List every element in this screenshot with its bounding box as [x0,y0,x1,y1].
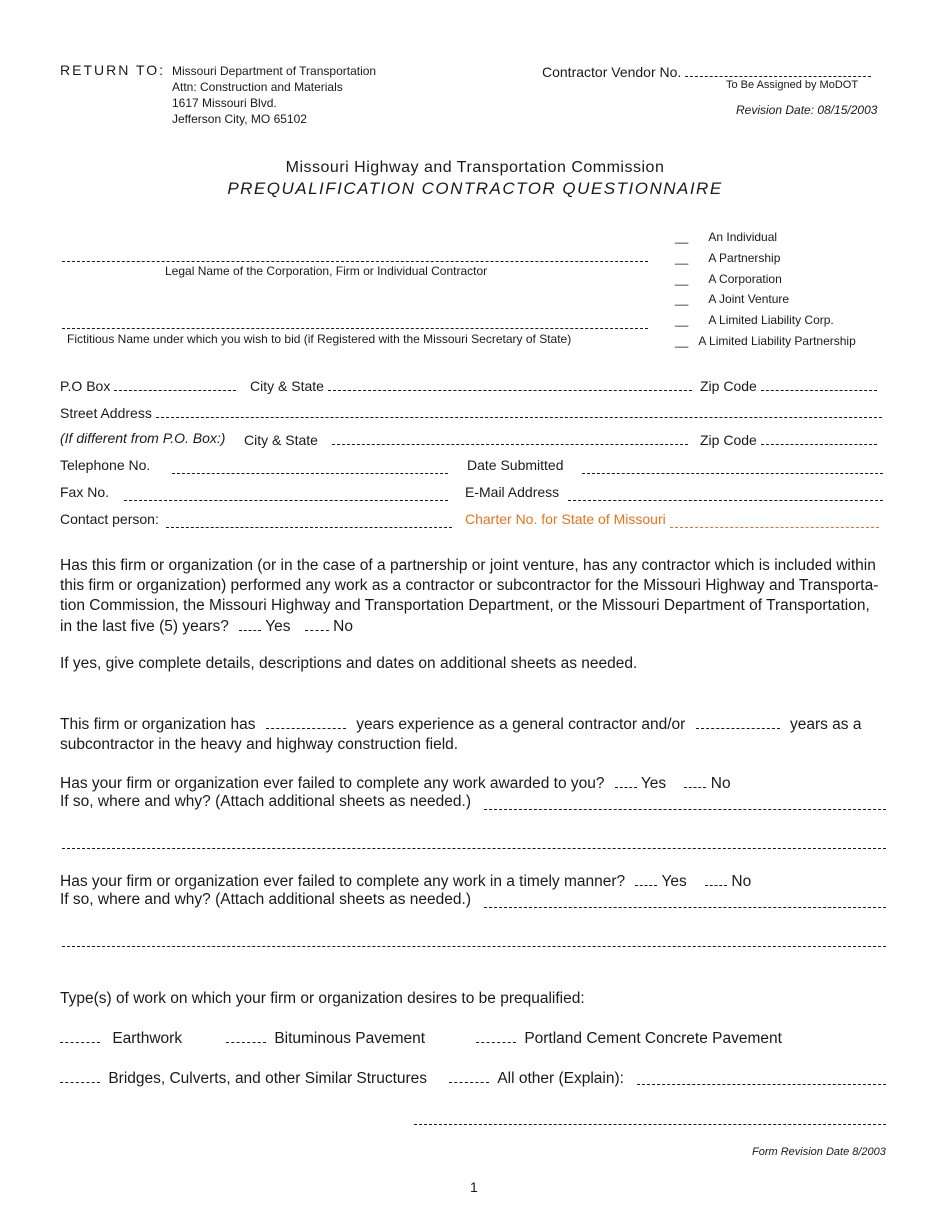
zip-2-row [700,430,877,448]
other-explain-field[interactable] [637,1084,886,1085]
charter-field[interactable] [670,513,879,528]
entity-option-label: A Partnership [708,250,781,265]
zip-2-field[interactable] [761,430,877,445]
vendor-number-label: Contractor Vendor No. [542,64,682,80]
entity-type-list [675,227,856,352]
general-years-field[interactable] [266,714,346,729]
portland-field[interactable] [476,1028,516,1043]
zip-2-label: Zip Code [700,432,757,448]
q3-yes-field[interactable] [635,871,657,886]
q2-question: Has your firm or organization ever failed to complete any work awarded to you? [60,775,605,792]
city-state-2-row [244,430,688,448]
entity-checkbox[interactable]: __ [675,230,689,244]
entity-option[interactable] [675,269,856,290]
city-state-2-field[interactable] [332,430,688,445]
q3-followup: If so, where and why? (Attach additional sheets as needed.) [60,891,471,908]
vendor-number-field[interactable] [685,62,871,77]
address-line: Jefferson City, MO 65102 [172,112,307,126]
contact-person-label: Contact person: [60,511,159,527]
entity-option-label: A Limited Liability Partnership [698,333,856,348]
experience-line2: subcontractor in the heavy and highway construction field. [60,736,459,753]
po-box-label: P.O Box [60,378,111,394]
email-label: E-Mail Address [465,484,560,500]
portland-label: Portland Cement Concrete Pavement [524,1030,782,1047]
street-field[interactable] [156,403,882,418]
sub-years-field[interactable] [696,714,780,729]
entity-option-label: An Individual [708,230,778,244]
bridges-field[interactable] [60,1068,100,1083]
charter-label: Charter No. for State of Missouri [465,511,666,527]
entity-option[interactable] [675,331,856,352]
po-box-field[interactable] [114,376,236,391]
street-row [60,403,882,421]
q3-question: Has your firm or organization ever failed to complete any work in a timely manner? [60,873,626,890]
entity-option[interactable] [675,289,856,310]
q1-answer-row [60,616,900,637]
q3-row [60,871,751,891]
entity-checkbox[interactable]: __ [675,292,689,307]
q3-no-field[interactable] [705,871,727,886]
contact-person-field[interactable] [166,513,452,528]
work-types-heading: Type(s) of work on which your firm or organization desires to be prequalified: [60,990,585,1007]
entity-option[interactable] [675,227,856,248]
q1-yes-field[interactable] [239,616,261,631]
city-state-row [250,376,692,394]
vendor-number-row [542,62,871,80]
q2-no-field[interactable] [684,773,706,788]
page-number: 1 [470,1179,478,1195]
entity-checkbox[interactable]: __ [675,250,689,265]
q1-yes-label: Yes [265,618,291,635]
email-field[interactable] [568,486,883,501]
return-to-label: RETURN TO: [60,62,166,78]
telephone-field[interactable] [172,459,448,474]
portland-option [476,1028,782,1048]
q2-yes-field[interactable] [615,773,637,788]
zip-field[interactable] [761,376,877,391]
q3-no-label: No [731,873,752,890]
vendor-note: To Be Assigned by MoDOT [726,79,859,91]
q3-followup-row [60,891,471,909]
questionnaire-title: PREQUALIFICATION CONTRACTOR QUESTIONNAIRE [227,179,723,198]
entity-option-label: A Joint Venture [708,292,790,307]
bituminous-field[interactable] [226,1028,266,1043]
fax-field[interactable] [124,486,448,501]
experience-line [60,714,900,735]
q2-followup-row [60,793,471,811]
q1-line: tion Commission, the Missouri Highway and Transportation Department, or the Missouri Department of Transportation, [60,597,870,614]
fax-label: Fax No. [60,484,110,500]
experience-part1: This firm or organization has [60,716,256,733]
q2-followup: If so, where and why? (Attach additional sheets as needed.) [60,793,471,810]
date-submitted-label: Date Submitted [467,457,564,473]
q2-yes-label: Yes [640,775,667,792]
q2-answer-field[interactable] [484,809,886,810]
street-label: Street Address [60,405,152,421]
date-submitted-field[interactable] [582,459,883,474]
fictitious-name-label: Fictitious Name under which you wish to bid (if Registered with the Missouri Secretary of State) [67,332,572,346]
commission-title: Missouri Highway and Transportation Commission [285,159,665,176]
other-option [449,1068,624,1088]
q3-yes-label: Yes [661,873,687,890]
other-label: All other (Explain): [497,1070,624,1087]
q1-line: Has this firm or organization (or in the case of a partnership or joint venture, has any contractor which is included within [60,557,876,574]
other-field[interactable] [449,1068,489,1083]
experience-paragraph [60,714,900,755]
experience-part3: years as a [789,716,862,733]
experience-part2: years experience as a general contractor and/or [356,716,686,733]
fictitious-name-field[interactable] [62,328,648,329]
bridges-option [60,1068,427,1088]
po-box-row [60,376,236,394]
q3-answer-field-2[interactable] [62,946,886,947]
address-line: 1617 Missouri Blvd. [172,96,277,110]
entity-option-label: A Limited Liability Corp. [708,313,834,328]
q1-last-line: in the last five (5) years? [60,618,229,635]
q3-answer-field[interactable] [484,907,886,908]
q1-followup: If yes, give complete details, descriptions and dates on additional sheets as needed. [60,655,638,672]
city-state-label: City & State [250,378,324,394]
if-different-note: (If different from P.O. Box:) [60,430,226,446]
q1-paragraph [60,556,900,637]
city-state-2-label: City & State [244,432,318,448]
entity-option-label: A Corporation [708,271,782,286]
q2-answer-field-2[interactable] [62,848,886,849]
bituminous-label: Bituminous Pavement [274,1030,426,1047]
return-address [172,63,376,127]
q2-row [60,773,731,793]
q1-no-field[interactable] [305,616,329,631]
q2-no-label: No [710,775,731,792]
bridges-label: Bridges, Culverts, and other Similar Structures [108,1070,428,1087]
entity-checkbox[interactable]: __ [675,271,689,286]
q1-line: this firm or organization) performed any work as a contractor or subcontractor for the Missouri Highway and Transporta- [60,577,879,594]
city-state-field[interactable] [328,376,692,391]
q1-no-label: No [333,618,353,635]
earthwork-field[interactable] [60,1028,100,1043]
entity-checkbox[interactable]: __ [675,333,689,348]
legal-name-field[interactable] [62,261,648,262]
legal-name-label: Legal Name of the Corporation, Firm or Individual Contractor [165,264,488,278]
earthwork-option [60,1028,182,1048]
other-explain-field-2[interactable] [414,1124,886,1125]
address-line: Attn: Construction and Materials [172,80,343,94]
form-revision-date: Form Revision Date 8/2003 [752,1146,886,1158]
revision-date: Revision Date: 08/15/2003 [736,103,878,117]
earthwork-label: Earthwork [112,1030,183,1047]
bituminous-option [226,1028,425,1048]
telephone-label: Telephone No. [60,457,151,473]
zip-label: Zip Code [700,378,757,394]
entity-option[interactable] [675,248,856,269]
address-line: Missouri Department of Transportation [172,64,377,78]
entity-checkbox[interactable]: __ [675,313,689,328]
zip-row [700,376,877,394]
entity-option[interactable] [675,310,856,331]
